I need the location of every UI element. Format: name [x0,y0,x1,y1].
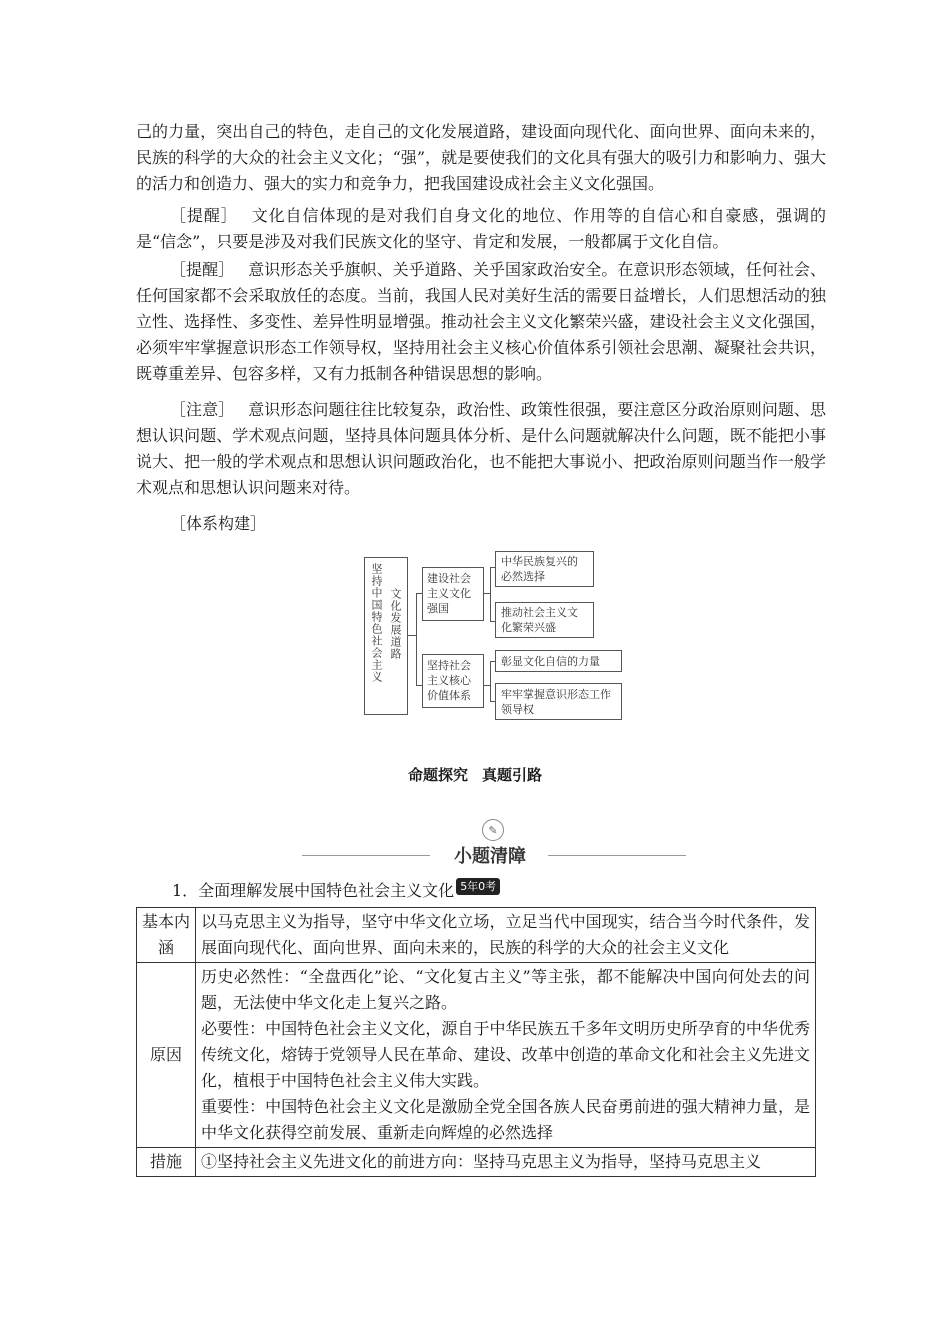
banner-divider-left [302,855,430,856]
content-table [136,907,816,1177]
item-title [172,880,500,902]
diagram-leaf-revival-choice: 中华民族复兴的必然选择 [495,551,594,587]
exam-frequency-badge: 5年0考 [456,878,500,895]
note-tag: ［注意］ [170,400,235,419]
intro-paragraph-4 [136,397,826,501]
system-construction-label: ［体系构建］ [170,514,267,533]
table-head-cell: 原因 [137,963,196,1148]
reminder-tag: ［提醒］ [170,260,235,279]
intro-paragraph-1: 己的力量，突出自己的特色，走自己的文化发展道路，建设面向现代化、面向世界、面向未来的，民族的科学的大众的社会主义文化；“强”，就是要使我们的文化具有强大的吸引力和影响力、强大的活力和创造力、强大的实力和竞争力，把我国建设成社会主义文化强国。 [136,122,826,193]
banner-title: 小题清障 [454,846,526,867]
proposition-heading [0,764,950,785]
note-text: 意识形态问题往往比较复杂，政治性、政策性很强，要注意区分政治原则问题、思想认识问题、学术观点问题，坚持具体问题具体分析、是什么问题就解决什么问题，既不能把小事说大、把一般的学术观点和思想认识问题政治化，也不能把大事说小、把政治原则问题当作一般学术观点和思想认识问题来对待。 [136,400,826,497]
diagram-branch-core-values: 坚持社会主义核心价值体系 [422,654,484,708]
table-row [137,963,816,1148]
item-title-text: 1．全面理解发展中国特色社会主义文化 [172,881,455,900]
reminder-tag: ［提醒］ [170,206,238,225]
cell-text: ①坚持社会主义先进文化的前进方向：坚持马克思主义为指导，坚持马克思主义 [201,1152,762,1171]
intro-paragraph-2 [136,203,826,255]
banner-divider-right [548,855,686,856]
cell-text: 必要性：中国特色社会主义文化，源自于中华民族五千多年文明历史所孕育的中华优秀传统文化，熔铸于党领导人民在革命、建设、改革中创造的革命文化和社会主义先进文化，植根于中国特色社会主义伟大实践。 [201,1019,810,1090]
diagram-leaf-cultural-prosperity: 推动社会主义文化繁荣兴盛 [495,602,594,638]
table-head-cell: 基本内涵 [137,908,196,963]
intro-paragraph-3 [136,257,826,387]
diagram-branch-culture-power: 建设社会主义文化强国 [422,567,484,621]
heading-left: 命题探究 [407,766,468,784]
diagram-root-label: 坚持中国特色社会主义 [370,563,383,683]
diagram-leaf-cultural-confidence: 彰显文化自信的力量 [495,650,622,672]
diagram-sub-label: 文化发展道路 [389,588,402,660]
table-row [137,908,816,963]
table-cell [196,963,816,1148]
diagram-leaf-ideology-leadership: 牢牢掌握意识形态工作领导权 [495,683,622,720]
table-cell [196,1148,816,1177]
reminder-text: 意识形态关乎旗帜、关乎道路、关乎国家政治安全。在意识形态领域，任何社会、任何国家都不会采取放任的态度。当前，我国人民对美好生活的需要日益增长，人们思想活动的独立性、选择性、多变性、差异性明显增强。推动社会主义文化繁荣兴盛，建设社会主义文化强国，必须牢牢掌握意识形态工作领导权，坚持用社会主义核心价值体系引领社会思潮、凝聚社会共识，既尊重差异、包容多样，又有力抵制各种错误思想的影响。 [136,260,826,383]
cell-text: 以马克思主义为指导，坚守中华文化立场，立足当代中国现实，结合当今时代条件，发展面向现代化、面向世界、面向未来的，民族的科学的大众的社会主义文化 [201,912,810,957]
table-head-cell: 措施 [137,1148,196,1177]
table-row [137,1148,816,1177]
cell-text: 重要性：中国特色社会主义文化是激励全党全国各族人民奋勇前进的强大精神力量，是中华文化获得空前发展、重新走向辉煌的必然选择 [201,1097,810,1142]
leaf-icon: ✎ [482,819,504,841]
diagram-root-box [364,557,408,715]
reminder-text: 文化自信体现的是对我们自身文化的地位、作用等的自信心和自豪感，强调的是“信念”，只要是涉及对我们民族文化的坚守、肯定和发展，一般都属于文化自信。 [136,206,826,251]
cell-text: 历史必然性：“全盘西化”论、“文化复古主义”等主张，都不能解决中国向何处去的问题，无法使中华文化走上复兴之路。 [201,967,810,1012]
table-cell [196,908,816,963]
concept-diagram [364,547,626,727]
heading-right: 真题引路 [482,766,543,784]
